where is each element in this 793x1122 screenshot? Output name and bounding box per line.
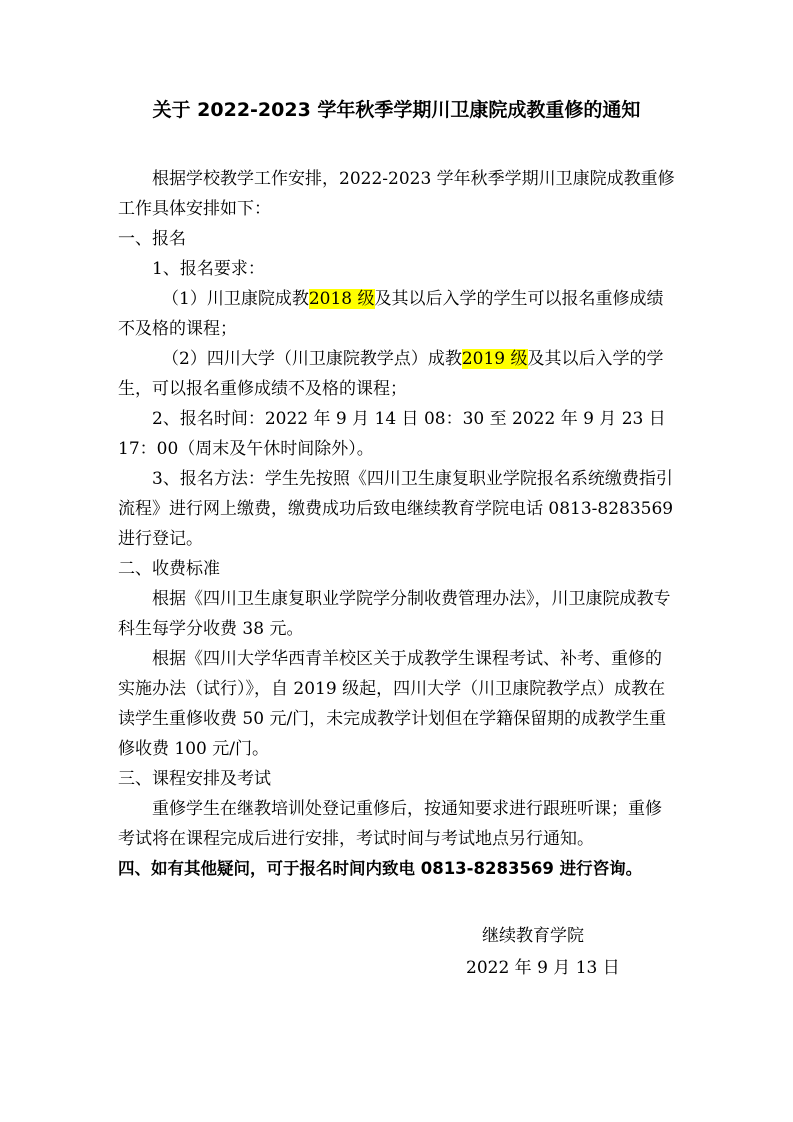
fee-paragraph-2: 根据《四川大学华西青羊校区关于成教学生课程考试、补考、重修的实施办法（试行）》，自 2019 级起，四川大学（川卫康院教学点）成教在读学生重修收费 50 元/门，未完成教学计划但在学籍保留期的成教学生重修收费 100 元/门。 [118,649,667,759]
highlight-2019: 2019 级 [461,349,528,369]
requirement-2-prefix: （2）四川大学（川卫康院教学点）成教 [162,349,462,369]
highlight-2018: 2018 级 [308,289,375,309]
requirement-1-prefix: （1）川卫康院成教 [162,289,309,309]
requirement-2-suffix: 及其以后入学的学生，可以报名重修成绩不及格的课程； [118,349,664,399]
signature-org: 继续教育学院 [482,926,584,946]
signature-date: 2022 年 9 月 13 日 [466,958,620,978]
signature-block [118,920,675,984]
requirement-2 [118,344,675,404]
requirement-1-suffix: 及其以后入学的学生可以报名重修成绩不及格的课程； [118,289,664,339]
intro-paragraph: 根据学校教学工作安排，2022-2023 学年秋季学期川卫康院成教重修工作具体安排如下： [118,169,675,219]
section-3-heading: 三、课程安排及考试 [118,769,271,789]
section-4-contact: 四、如有其他疑问，可于报名时间内致电 0813-8283569 进行咨询。 [118,859,643,878]
document-title: 关于 2022-2023 学年秋季学期川卫康院成教重修的通知 [152,99,641,121]
registration-method: 3、报名方法：学生先按照《四川卫生康复职业学院报名系统缴费指引流程》进行网上缴费，缴费成功后致电继续教育学院电话 0813-8283569 进行登记。 [118,469,674,549]
requirements-heading: 1、报名要求： [152,259,265,279]
course-paragraph: 重修学生在继教培训处登记重修后，按通知要求进行跟班听课；重修考试将在课程完成后进行安排，考试时间与考试地点另行通知。 [118,799,662,849]
section-2-heading: 二、收费标准 [118,559,220,579]
section-1-heading: 一、报名 [118,229,186,249]
registration-time: 2、报名时间：2022 年 9 月 14 日 08：30 至 2022 年 9 月 23 日 17：00（周末及午休时间除外）。 [118,409,666,459]
fee-paragraph-1: 根据《四川卫生康复职业学院学分制收费管理办法》，川卫康院成教专科生每学分收费 38 元。 [118,589,671,639]
requirement-1 [118,284,675,344]
